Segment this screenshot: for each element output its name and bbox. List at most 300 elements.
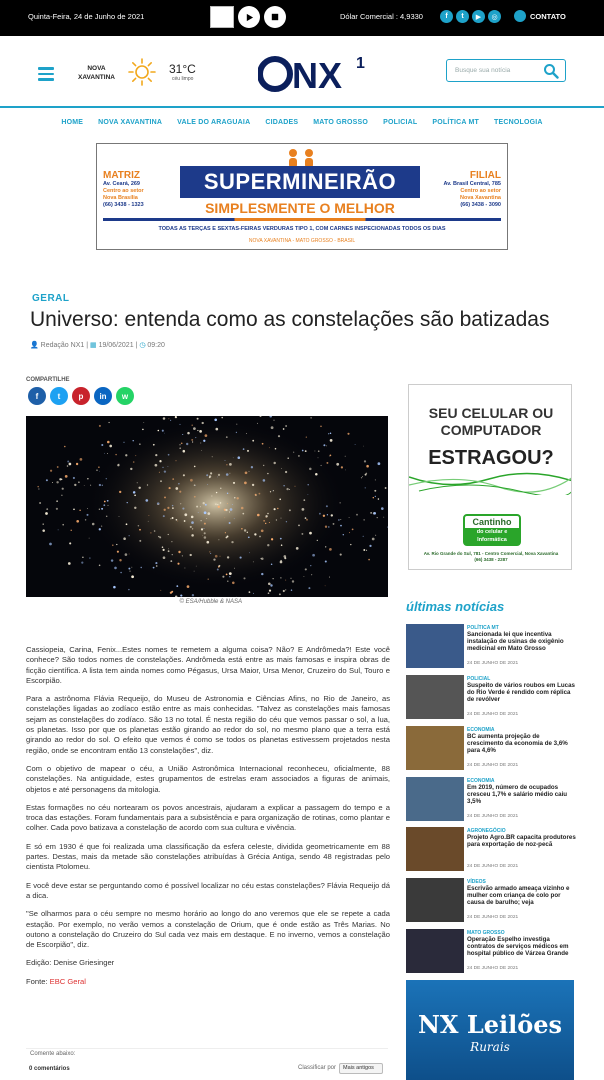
star [46,508,48,510]
star [168,549,169,550]
star [162,430,164,432]
article-body [26,645,390,995]
star [251,466,253,468]
star [191,521,194,524]
sort-select[interactable]: Mais antigos [339,1063,383,1074]
star [123,537,126,540]
star [177,521,178,522]
star [281,544,283,546]
star [263,479,266,482]
news-category[interactable]: POLÍTICA MT [467,625,499,631]
star [108,422,109,423]
star [249,471,250,472]
news-item[interactable] [406,726,576,772]
star [149,515,150,516]
news-category[interactable]: ECONOMIA [467,778,495,784]
star [285,580,286,581]
search-icon[interactable] [543,63,559,79]
star [148,521,149,522]
star [84,485,85,486]
star [170,420,171,421]
star [345,470,346,471]
star [187,585,190,588]
star [232,504,233,505]
star [340,502,341,503]
star [270,584,272,586]
star [163,549,165,551]
star [191,534,194,537]
star [192,594,194,596]
news-item[interactable] [406,878,576,924]
star [253,593,254,594]
star [203,440,205,442]
star [99,565,101,567]
source-link[interactable]: EBC Geral [49,976,86,986]
star [204,536,207,539]
star [187,432,190,435]
star [195,437,196,438]
share-twitter-icon[interactable]: t [50,387,68,405]
star [234,568,235,569]
news-item[interactable] [406,827,576,873]
nav-cidades[interactable]: CIDADES [265,119,299,126]
star [130,468,132,470]
star [176,519,178,521]
star [226,473,229,476]
radio-player [210,6,286,28]
twitter-icon[interactable]: t [456,10,469,23]
stop-icon [271,13,279,21]
star [325,560,327,562]
star [345,456,346,457]
cable-decoration [409,471,572,495]
star [202,535,203,536]
star [111,559,113,561]
star [104,453,105,454]
star [220,488,221,489]
star [103,504,105,506]
star [298,525,300,527]
star [283,485,284,486]
star [363,536,364,537]
star [138,525,139,526]
star [226,574,228,576]
star [45,512,48,515]
star [361,477,362,478]
news-title[interactable]: Operação Espelho investiga contratos de serviços médicos em hospital público de Várzea Grande [467,936,569,957]
star [302,508,305,511]
star [261,557,264,560]
news-thumbnail[interactable] [406,777,464,821]
star [366,465,369,468]
star [172,507,174,509]
star [186,443,188,445]
contact-link[interactable] [514,10,566,22]
star [183,450,186,453]
star [263,520,264,521]
star [218,506,220,508]
star [364,519,365,520]
city-line-1: NOVA [87,65,106,72]
star [349,517,350,518]
news-item[interactable] [406,929,576,975]
news-thumbnail[interactable] [406,929,464,973]
sun-icon [128,58,156,86]
star [286,521,287,522]
matriz-phone: (66) 3438 - 1323 [103,202,144,208]
star [135,455,136,456]
news-title[interactable]: Projeto Agro.BR capacita produtores para exportação de noz-pecã [467,834,576,848]
star [117,551,119,553]
star [158,504,159,505]
star [206,541,209,544]
news-category[interactable]: ECONOMIA [467,727,495,733]
star [305,517,307,519]
star [241,528,243,530]
star [350,544,351,545]
star [271,564,273,566]
star [190,554,192,556]
star [381,507,384,510]
star [292,580,294,582]
instagram-icon[interactable]: ◎ [488,10,501,23]
star [385,487,387,489]
article-title: Universo: entenda como as constelações são batizadas [30,308,550,331]
star [101,444,103,446]
star [99,471,100,472]
star [49,543,52,546]
star [317,540,318,541]
star [107,453,108,454]
news-thumbnail[interactable] [406,726,464,770]
news-item[interactable] [406,675,576,721]
star [129,554,130,555]
star [227,556,229,558]
nav-nova-xavantina[interactable]: NOVA XAVANTINA [98,119,163,126]
calendar-icon: ▦ [89,342,97,349]
news-title[interactable]: Em 2019, número de ocupados cresceu 1,7% e salário médio caiu 3,5% [467,784,568,805]
star [184,520,186,522]
star [172,554,173,555]
top-bar [0,0,604,36]
nav-politica-mt[interactable]: POLÍTICA MT [432,119,480,126]
main-nav [0,114,604,132]
star [175,487,178,490]
star [368,559,370,561]
ad-line-3: ESTRAGOU? [428,447,554,469]
star [59,478,61,480]
star [377,517,378,518]
star [236,432,237,433]
share-whatsapp-icon[interactable]: w [116,387,134,405]
star [199,430,202,433]
star [133,440,134,441]
star [162,467,163,468]
star [180,503,181,504]
star [137,482,138,483]
star [295,486,296,487]
star [215,503,217,505]
star [162,546,164,548]
sidebar-ad-cantinho[interactable] [408,384,572,570]
nav-policial[interactable]: POLICIAL [383,119,418,126]
star [273,420,274,421]
star [101,525,102,526]
star [321,465,322,466]
star [191,425,192,426]
star [231,541,233,543]
nav-mato-grosso[interactable]: MATO GROSSO [313,119,369,126]
star [303,499,305,501]
star [375,535,376,536]
news-item[interactable] [406,624,576,670]
star [314,451,315,452]
star [364,460,366,462]
star [159,472,160,473]
news-date: 24 DE JUNHO DE 2021 [467,864,519,869]
news-category[interactable]: VÍDEOS [467,879,486,885]
star [234,518,235,519]
star [375,496,376,497]
star [245,471,248,474]
share-pinterest-icon[interactable]: p [72,387,90,405]
star [329,577,330,578]
star [198,512,199,513]
star [248,536,250,538]
comments-section [26,1048,388,1076]
star [79,510,80,511]
site-logo[interactable] [258,51,370,97]
filial-sub1: Centro ao setor [460,188,501,194]
star [46,479,48,481]
star [229,511,230,512]
star [326,446,327,447]
latest-news-title: últimas notícias [406,599,505,614]
star [273,462,275,464]
star [56,508,58,510]
news-item[interactable] [406,777,576,823]
star [191,439,193,441]
star [169,418,170,419]
star [139,529,141,531]
search-box[interactable] [446,59,566,82]
matriz-sub2: Nova Brasília [103,195,138,201]
star [254,533,256,535]
star [227,536,229,538]
star [157,430,159,432]
star [196,566,197,567]
star [293,452,294,453]
star [214,418,217,421]
news-thumbnail[interactable] [406,675,464,719]
star [67,465,69,467]
star [340,554,342,556]
news-category[interactable]: AGRONEGÓCIO [467,828,506,834]
ad-headline [409,405,572,439]
news-category[interactable]: MATO GROSSO [467,930,505,936]
star [227,503,228,504]
matriz-title: MATRIZ [103,170,141,181]
nav-vale-do-araguaia[interactable]: VALE DO ARAGUAIA [177,119,251,126]
star [206,474,208,476]
star [125,454,127,456]
star [320,426,322,428]
star [153,444,155,446]
star [90,485,91,486]
star [218,539,219,540]
star [298,455,300,457]
star [330,455,332,457]
star [270,491,271,492]
author-icon: 👤 [30,342,39,349]
star [232,582,235,585]
star [172,505,173,506]
star [82,556,84,558]
news-date: 24 DE JUNHO DE 2021 [467,814,519,819]
news-title[interactable]: Sancionada lei que incentiva instalação de usinas de oxigênio medicinal em Mato Grosso [467,631,564,652]
search-input[interactable]: Busque sua notícia [455,67,511,74]
menu-icon[interactable] [38,67,54,84]
social-links [440,10,501,23]
star [225,460,226,461]
star [56,481,58,483]
paragraph: "Se olharmos para o céu sempre no mesmo horário ao longo do ano veremos que ele se repete a cada estação. Por exemplo, no verão vemos a constelação de Orium, que é onde estão as Três Marias. No outono a constelação do Cruzeiro do Sul cada vez mais em destaque. E no inverno, vemos a constelação de Escorpião", diz. [26,909,390,950]
star [323,444,325,446]
star [330,432,332,434]
star [315,473,318,476]
star [209,551,210,552]
star [356,514,358,516]
star [197,430,198,431]
star [375,479,376,480]
star [308,587,310,589]
star [229,522,231,524]
star [171,541,172,542]
star [133,461,135,463]
play-icon [245,13,254,22]
share-facebook-icon[interactable]: f [28,387,46,405]
news-category[interactable]: POLICIAL [467,676,491,682]
star [120,572,122,574]
star [326,462,328,464]
star [249,552,250,553]
star [291,589,292,590]
star [229,576,230,577]
star [141,567,142,568]
star [281,518,282,519]
article-category[interactable]: GERAL [32,293,70,304]
paragraph: E só em 1930 é que foi realizada uma classificação da esfera celeste, dividida geometricamente em 88 partes. Destas, mais da metade são constelações atribuídas à Grécia Antiga, sendo 48 registradas pelo cientista Ptolomeu. [26,841,390,872]
star [312,554,315,557]
article-author: Redação NX1 [40,342,85,349]
star [76,520,79,523]
news-title[interactable]: BC aumenta projeção de crescimento da economia de 3,6% para 4,6% [467,733,568,754]
star [378,498,380,500]
star [280,538,282,540]
current-date: Quinta-Feira, 24 de Junho de 2021 [28,12,145,21]
star [291,578,292,579]
star [190,479,193,482]
star [244,529,246,531]
youtube-icon[interactable]: ▶ [472,10,485,23]
star [64,446,66,448]
star [191,516,194,519]
sidebar-ad-nx-leiloes[interactable] [406,980,574,1080]
star [271,538,273,540]
star [306,519,308,521]
star [262,443,264,445]
star [285,589,286,590]
star [139,540,141,542]
star [209,475,211,477]
star [130,571,131,572]
nav-tecnologia[interactable]: TECNOLOGIA [494,119,543,126]
star [225,509,227,511]
news-thumbnail[interactable] [406,624,464,668]
star [309,532,312,535]
star [352,529,354,531]
star [107,441,110,444]
star [229,463,232,466]
dollar-rate: Dólar Comercial : 4,9330 [340,12,423,21]
star [61,495,62,496]
star [131,567,132,568]
nav-home[interactable]: HOME [61,119,84,126]
star [163,417,166,420]
stop-button[interactable] [264,6,286,28]
facebook-icon[interactable]: f [440,10,453,23]
paragraph: Para a astrônoma Flávia Requeijo, do Museu de Astronomia e Ciências Afins, no Rio de Janeiro, as constelações ligadas ao zodíaco estão entre as mais conhecidas. "Talvez as constelações mais famosas sejam as constelações do zodíaco. São 13 no total. É nesta região do céu que vemos passar o sol, a lua, os planetas. Isso por que os planetas estão girando ao redor do sol, no mesmo plano que a terra está girando ao redor do sol. O efeito que vemos é como se todos os planetas estivessem projetados nesta região, onde se encontram então 13 constelações", diz. [26,694,390,755]
star [383,517,384,518]
paragraph: E você deve estar se perguntando como é possível localizar no céu estas constelações? Flávia Requeijo dá a dica. [26,880,390,900]
article-photo [26,416,388,597]
star [164,509,166,511]
star [311,574,312,575]
share-linkedin-icon[interactable]: in [94,387,112,405]
star [301,533,303,535]
star [106,516,107,517]
star [325,585,326,586]
star [222,576,224,578]
matriz-sub1: Centro ao setor [103,188,144,194]
star [333,523,335,525]
star [310,417,311,418]
play-button[interactable] [238,6,260,28]
star [283,590,285,592]
star [160,480,162,482]
news-title[interactable]: Suspeito de vários roubos em Lucas do Rio Verde é rendido com réplica de revólver [467,682,575,703]
star [194,466,196,468]
star [220,502,222,504]
star [178,483,179,484]
star [252,440,254,442]
star [373,497,374,498]
star [153,567,155,569]
star [129,535,130,536]
banner-ad-supermineirao[interactable] [96,143,508,250]
star [229,473,230,474]
star [128,568,130,570]
news-title[interactable]: Escrivão armado ameaça vizinho e mulher com criança de colo por causa de barulho; veja [467,885,570,906]
news-thumbnail[interactable] [406,827,464,871]
star [238,456,241,459]
share-buttons [28,387,134,405]
news-thumbnail[interactable] [406,878,464,922]
star [340,525,342,527]
star [220,556,221,557]
star [271,426,274,429]
star [278,435,280,437]
